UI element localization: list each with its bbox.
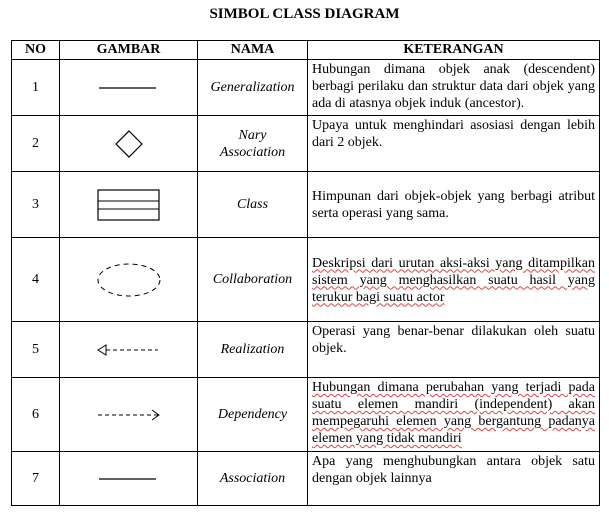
keterangan-text: Apa yang menghubungkan antara objek satu dengan objek lainnya [312,454,595,486]
row-keterangan [308,322,600,378]
table-row [12,60,600,116]
row-no: 6 [12,378,60,452]
row-nama: Nary Association [198,116,308,172]
keterangan-text: Operasi yang benar-benar dilakukan oleh suatu objek. [312,324,595,356]
diamond-icon [113,128,145,160]
header-keterangan: KETERANGAN [308,41,600,60]
keterangan-text: Himpunan dari objek-objek yang berbagi atribut serta operasi yang sama. [312,189,595,221]
dashed-arrow-icon [94,408,164,422]
class-box-icon [96,188,162,222]
row-gambar [60,172,198,238]
row-no: 5 [12,322,60,378]
row-keterangan [308,452,600,506]
table-row [12,322,600,378]
row-nama: Collaboration [198,238,308,322]
table-row [12,238,600,322]
row-gambar [60,378,198,452]
table-row [12,378,600,452]
keterangan-text: Deskripsi dari urutan aksi-aksi yang ditampilkan sistem yang menghasilkan suatu hasil yang terukur bagi suatu actor [312,255,595,305]
row-nama: Class [198,172,308,238]
row-nama: Realization [198,322,308,378]
row-gambar [60,238,198,322]
table-row [12,452,600,506]
symbol-table [11,40,600,506]
row-keterangan [308,116,600,172]
solid-line-icon [94,83,164,93]
table-row [12,172,600,238]
row-gambar [60,452,198,506]
dashed-ellipse-icon [94,260,164,300]
header-no: NO [12,41,60,60]
table-header-row [12,41,600,60]
header-nama: NAMA [198,41,308,60]
row-nama: Generalization [198,60,308,116]
row-gambar [60,116,198,172]
row-nama: Association [198,452,308,506]
row-no: 2 [12,116,60,172]
row-no: 3 [12,172,60,238]
row-keterangan [308,60,600,116]
table-row [12,116,600,172]
row-gambar [60,60,198,116]
page-title: SIMBOL CLASS DIAGRAM [209,6,400,22]
row-gambar [60,322,198,378]
row-no: 7 [12,452,60,506]
keterangan-text: Hubungan dimana perubahan yang terjadi pada suatu elemen mandiri (independent) akan mempegaruhi elemen yang bergantung padanya elemen yang tidak mandiri [312,380,595,446]
row-keterangan [308,378,600,452]
row-nama: Dependency [198,378,308,452]
header-gambar: GAMBAR [60,41,198,60]
dashed-open-triangle-arrow-icon [94,343,164,357]
row-keterangan [308,172,600,238]
keterangan-text: Upaya untuk menghindari asosiasi dengan lebih dari 2 objek. [312,118,595,150]
keterangan-text: Hubungan dimana objek anak (descendent) berbagi perilaku dan struktur data dari objek yang ada di atasnya objek induk (ancestor). [312,62,595,111]
row-no: 4 [12,238,60,322]
row-no: 1 [12,60,60,116]
solid-line-icon [94,474,164,484]
row-keterangan [308,238,600,322]
